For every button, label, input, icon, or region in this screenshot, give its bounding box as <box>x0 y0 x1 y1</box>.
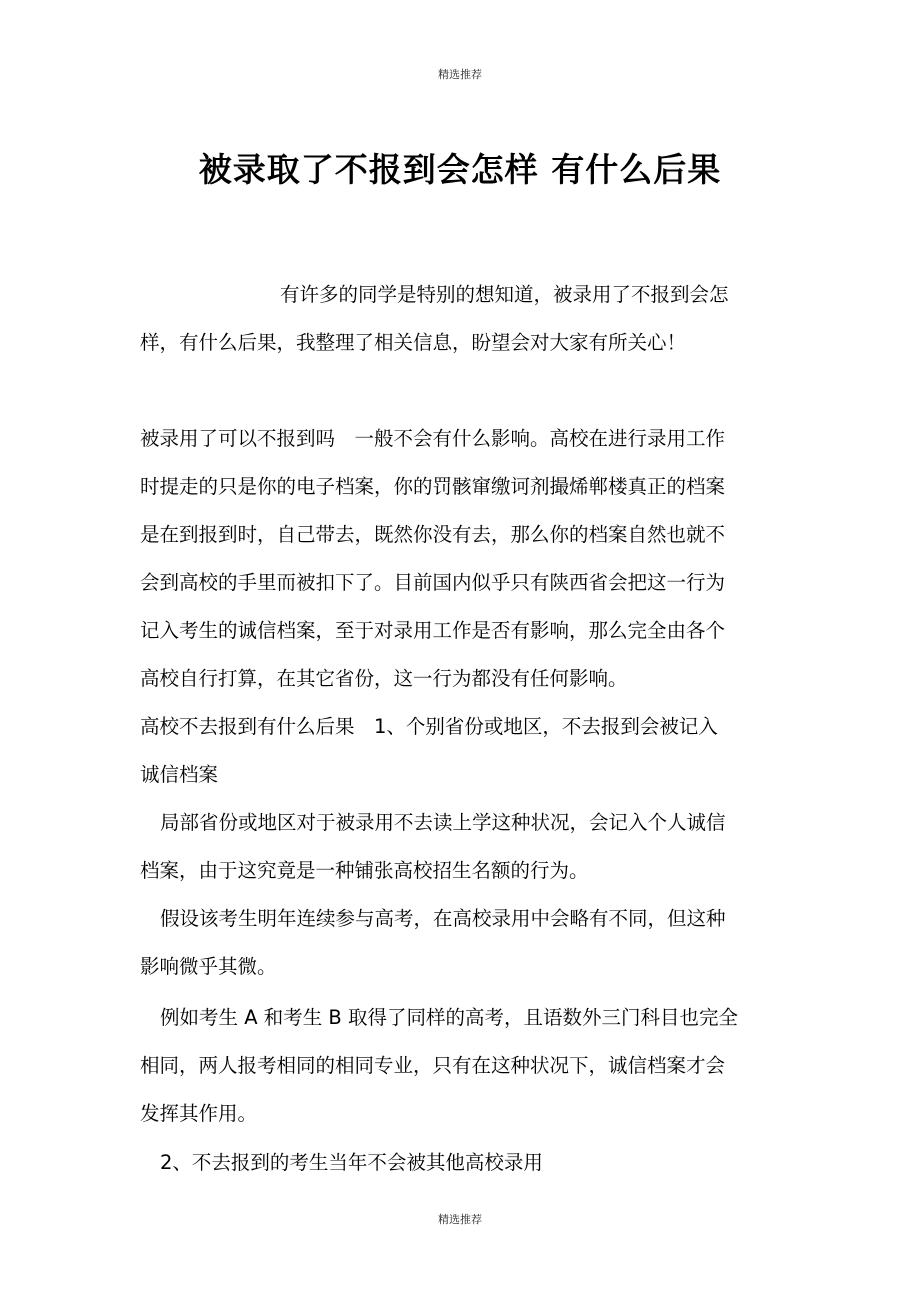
text-line: 高校不去报到有什么后果 1、个别省份或地区，不去报到会被记入 <box>140 715 718 738</box>
text-line: 档案，由于这究竟是一种铺张高校招生名额的行为。 <box>140 859 589 882</box>
text-line: 记入考生的诚信档案，至于对录用工作是否有影响，那么完全由各个 <box>140 619 726 642</box>
text-line: 局部省份或地区对于被录用不去读上学这种状况，会记入个人诚信 <box>160 811 726 834</box>
text-line: 样，有什么后果，我整理了相关信息，盼望会对大家有所关心！ <box>140 331 687 354</box>
text-line: 发挥其作用。 <box>140 1102 258 1125</box>
page-footer: 精选推荐 <box>438 1213 482 1226</box>
text-line: 影响微乎其微。 <box>140 955 277 978</box>
text-line: 有许多的同学是特别的想知道，被录用了不报到会怎 <box>280 283 729 306</box>
page-header: 精选推荐 <box>438 68 482 81</box>
text-line: 假设该考生明年连续参与高考，在高校录用中会略有不同，但这种 <box>160 907 726 930</box>
text-line: 2、不去报到的考生当年不会被其他高校录用 <box>160 1151 543 1174</box>
text-line: 会到高校的手里而被扣下了。目前国内似乎只有陕西省会把这一行为 <box>140 571 726 594</box>
text-line: 是在到报到时，自己带去，既然你没有去，那么你的档案自然也就不 <box>140 523 726 546</box>
text-line: 被录用了可以不报到吗 一般不会有什么影响。高校在进行录用工作 <box>140 427 726 450</box>
text-line: 诚信档案 <box>140 763 219 786</box>
text-line: 例如考生 A 和考生 B 取得了同样的高考，且语数外三门科目也完全 <box>160 1006 739 1029</box>
document-title: 被录取了不报到会怎样 有什么后果 <box>198 150 722 189</box>
text-line: 时提走的只是你的电子档案，你的罚骸窜缴诃剂撮烯郸楼真正的档案 <box>140 475 726 498</box>
text-line: 高校自行打算，在其它省份，这一行为都没有任何影响。 <box>140 667 628 690</box>
text-line: 相同，两人报考相同的相同专业，只有在这种状况下，诚信档案才会 <box>140 1054 726 1077</box>
